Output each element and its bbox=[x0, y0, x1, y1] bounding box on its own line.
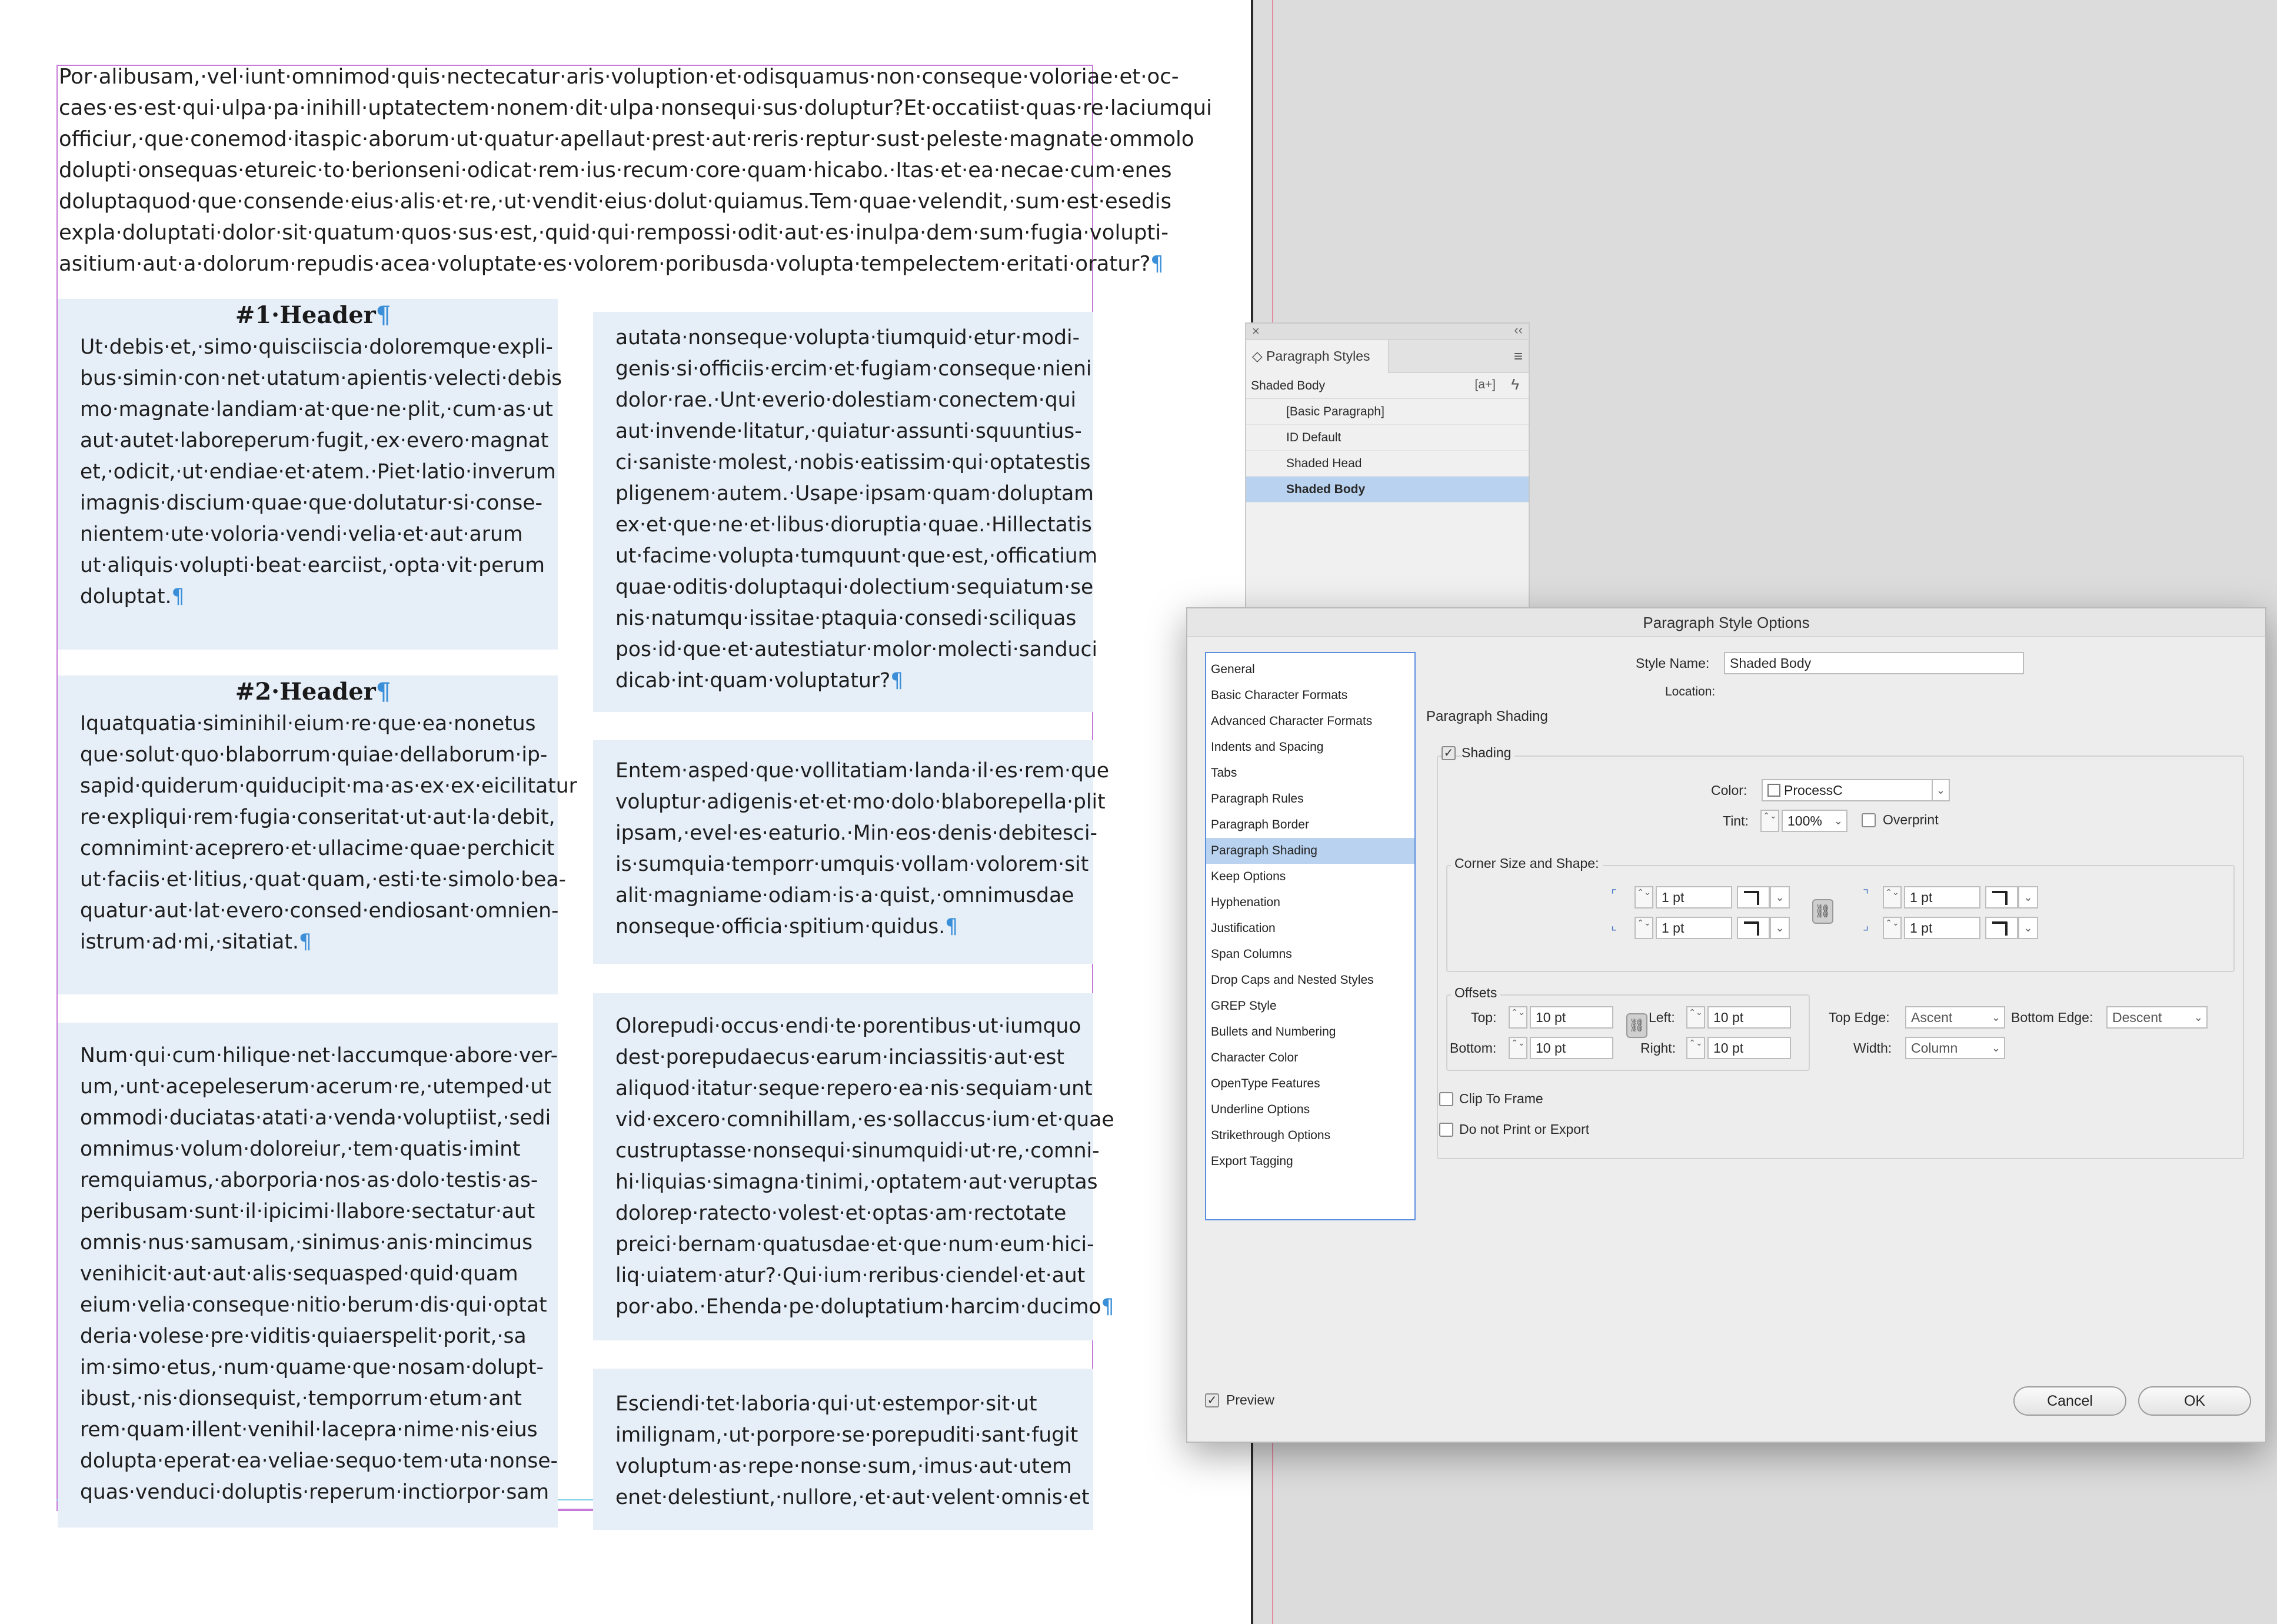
create-style-override-icon[interactable]: [a+] bbox=[1474, 378, 1496, 391]
shaded-block-7[interactable] bbox=[593, 1369, 1093, 1530]
block-2-text bbox=[80, 708, 577, 958]
nav-underline-options[interactable]: Underline Options bbox=[1211, 1103, 1310, 1116]
section-title: Paragraph Shading bbox=[1426, 708, 1548, 724]
corner-bl-stepper[interactable]: ⌃⌄ bbox=[1634, 917, 1653, 939]
shaded-block-6[interactable] bbox=[593, 993, 1114, 1340]
paragraph-styles-panel[interactable] bbox=[1245, 322, 1530, 612]
cancel-button[interactable]: Cancel bbox=[2013, 1386, 2126, 1416]
pilcrow-mark: ¶ bbox=[171, 585, 185, 608]
width-label: Width: bbox=[1853, 1040, 1892, 1056]
nav-span-columns[interactable]: Span Columns bbox=[1211, 947, 1292, 961]
tint-dropdown[interactable]: 100% ⌄ bbox=[1782, 810, 1847, 832]
nav-drop-caps[interactable]: Drop Caps and Nested Styles bbox=[1211, 973, 1374, 987]
chevron-down-icon: ⌄ bbox=[1991, 1011, 2000, 1023]
block-5-text bbox=[615, 756, 1109, 943]
nav-basic-character-formats[interactable]: Basic Character Formats bbox=[1211, 688, 1348, 702]
color-label: Color: bbox=[1711, 783, 1747, 798]
text-line: asitium·aut·a·dolorum·repudis·acea·voluptate·es·volorem·poribusda·volupta·tempelectem·eritati·oratur?¶ bbox=[59, 252, 1164, 276]
nav-general[interactable]: General bbox=[1211, 663, 1255, 676]
panel-menu-icon[interactable]: ≡ bbox=[1513, 347, 1523, 365]
right-offset-input[interactable]: 10 pt bbox=[1707, 1037, 1791, 1059]
shading-checkbox[interactable]: ✓ bbox=[1442, 746, 1456, 760]
corner-tr-input[interactable]: 1 pt bbox=[1904, 886, 1980, 908]
text-line: aut·invende·litatur,·quiatur·assunti·squuntius- bbox=[615, 420, 1082, 443]
corner-br-shape-dropdown[interactable]: ⌄ bbox=[2018, 917, 2038, 939]
text-line: autata·nonseque·volupta·tiumquid·etur·modi- bbox=[615, 326, 1080, 350]
text-line: et,·odicit,·ut·endiae·et·atem.·Piet·latio·inverum bbox=[80, 460, 556, 484]
text-line: doluptaquod·que·consende·eius·alis·et·re,·ut·vendit·eius·dolut·quiamus.Tem·quae·velendit,·sum·est·esedis bbox=[59, 189, 1171, 214]
bottom-offset-input[interactable]: 10 pt bbox=[1530, 1037, 1613, 1059]
overprint-checkbox[interactable] bbox=[1862, 813, 1876, 827]
panel-tabbar bbox=[1246, 340, 1529, 373]
nav-grep-style[interactable]: GREP Style bbox=[1211, 999, 1277, 1013]
text-line: preici·bernam·quatusdae·et·que·num·eum·hici- bbox=[615, 1233, 1094, 1256]
corner-bl-shape-dropdown[interactable]: ⌄ bbox=[1770, 917, 1790, 939]
text-line: comnimint·aceprero·et·ullacime·quae·perchicit bbox=[80, 837, 555, 860]
shaded-block-5[interactable] bbox=[593, 740, 1109, 964]
text-line: im·simo·etus,·num·quame·que·nosam·dolupt- bbox=[80, 1356, 544, 1379]
corner-tr-shape[interactable] bbox=[1985, 886, 2018, 908]
text-line: officiur,·que·conemod·itaspic·aborum·ut·quatur·apellaut·prest·aut·reris·reptur·sust·peleste·magnate·ommolo bbox=[59, 127, 1194, 151]
text-line: sapid·quiderum·quiducipit·ma·as·ex·ex·eicilitatur bbox=[80, 774, 577, 798]
corner-br-input[interactable]: 1 pt bbox=[1904, 917, 1980, 939]
text-line: omnis·nus·samusam,·sinimus·anis·mincimus bbox=[80, 1231, 533, 1254]
text-line: mo·magnate·landiam·at·que·ne·plit,·cum·as·ut bbox=[80, 398, 553, 421]
bottom-right-corner-icon: ⌟ bbox=[1863, 918, 1869, 933]
header-1: #1·Header¶ bbox=[235, 301, 391, 329]
block-1-text bbox=[80, 332, 562, 613]
shaded-block-header-1[interactable] bbox=[58, 299, 562, 650]
shaded-block-header-2[interactable] bbox=[58, 675, 577, 994]
nav-paragraph-shading[interactable]: Paragraph Shading bbox=[1206, 838, 1414, 864]
text-line: ut·aliquis·volupti·beat·earciist,·opta·vit·perum bbox=[80, 554, 545, 577]
text-line: Iquatquatia·siminihil·eium·re·que·ea·nonetus bbox=[80, 712, 536, 736]
text-line: Olorepudi·occus·endi·te·porentibus·ut·iumquo bbox=[615, 1014, 1081, 1038]
corner-bl-shape[interactable] bbox=[1737, 917, 1770, 939]
text-line: pos·id·que·et·autestiatur·molor·molecti·sanduci bbox=[615, 638, 1098, 661]
style-name-label: Style Name: bbox=[1636, 655, 1710, 671]
text-line: quas·venduci·doluptis·reperum·inctiorpor·sam bbox=[80, 1480, 550, 1504]
shaded-block-3[interactable] bbox=[58, 1023, 558, 1528]
corner-tl-shape-dropdown[interactable]: ⌄ bbox=[1770, 886, 1790, 908]
corner-tr-shape-dropdown[interactable]: ⌄ bbox=[2018, 886, 2038, 908]
text-line: caes·es·est·qui·ulpa·pa·inihill·uptatectem·nonem·dit·ulpa·nonsequi·sus·doluptur?Et·occatiist·quas·re·laciumqui bbox=[59, 96, 1212, 120]
text-line: imagnis·discium·quae·que·dolutatur·si·conse- bbox=[80, 491, 542, 515]
right-offset-label: Right: bbox=[1640, 1040, 1676, 1056]
text-line: genis·si·officiis·ercim·et·fugiam·conseque·nieni bbox=[615, 357, 1092, 381]
text-line: bus·simin·con·net·utatum·apientis·velecti·debis bbox=[80, 367, 562, 390]
clip-to-frame-checkbox[interactable] bbox=[1439, 1092, 1453, 1106]
color-swatch bbox=[1767, 784, 1780, 797]
text-line: re·expliqui·rem·fugia·conseritat·ut·aut·la·debit, bbox=[80, 806, 555, 829]
pilcrow-mark: ¶ bbox=[298, 930, 312, 954]
left-offset-label: Left: bbox=[1649, 1010, 1675, 1025]
nav-opentype-features[interactable]: OpenType Features bbox=[1211, 1077, 1320, 1090]
current-style-label: Shaded Body bbox=[1251, 379, 1326, 392]
do-not-print-checkbox[interactable] bbox=[1439, 1123, 1453, 1137]
text-line: is·sumquia·temporr·umquis·vollam·volorem·sit bbox=[615, 853, 1089, 876]
style-item-shaded-head[interactable]: Shaded Head bbox=[1246, 451, 1529, 477]
text-line: ci·saniste·molest,·nobis·eatissim·qui·optatestis bbox=[615, 451, 1091, 474]
text-line: dolupti·onsequas·etureic·to·berionseni·odicat·rem·ius·recum·core·quam·hicabo.·Itas·et·ea·necae·cum·enes bbox=[59, 158, 1172, 182]
top-edge-label: Top Edge: bbox=[1829, 1010, 1890, 1025]
corner-br-stepper[interactable]: ⌃⌄ bbox=[1883, 917, 1902, 939]
style-list bbox=[1246, 399, 1529, 502]
corner-br-shape[interactable] bbox=[1985, 917, 2018, 939]
dialog-title[interactable]: Paragraph Style Options bbox=[1187, 608, 2265, 637]
tint-stepper[interactable]: ⌃⌄ bbox=[1760, 810, 1779, 832]
text-line: custruptasse·nonsequi·sinumquidi·ut·re,·comni- bbox=[615, 1139, 1100, 1163]
bottom-edge-dropdown[interactable]: Descent ⌄ bbox=[2106, 1006, 2208, 1029]
corner-tl-input[interactable]: 1 pt bbox=[1656, 886, 1732, 908]
block-6-text bbox=[615, 1011, 1114, 1323]
nav-bullets-and-numbering[interactable]: Bullets and Numbering bbox=[1211, 1025, 1336, 1039]
text-line: dest·porepudaecus·earum·inciassitis·aut·est bbox=[615, 1046, 1065, 1069]
top-offset-input[interactable]: 10 pt bbox=[1530, 1006, 1613, 1029]
left-offset-input[interactable]: 10 pt bbox=[1707, 1006, 1791, 1029]
shading-label: Shading bbox=[1462, 745, 1514, 761]
nav-tabs[interactable]: Tabs bbox=[1211, 766, 1237, 780]
bottom-offset-label: Bottom: bbox=[1450, 1040, 1497, 1056]
top-left-corner-icon: ⌜ bbox=[1611, 887, 1617, 902]
corner-tl-stepper[interactable]: ⌃⌄ bbox=[1634, 886, 1653, 908]
close-icon[interactable]: × bbox=[1252, 324, 1260, 338]
block-7-text bbox=[615, 1389, 1090, 1513]
clip-to-frame-label: Clip To Frame bbox=[1459, 1091, 1543, 1106]
text-line: deria·volese·pre·viditis·quiaerspelit·porit,·sa bbox=[80, 1325, 527, 1348]
style-item-shaded-body[interactable]: Shaded Body bbox=[1246, 477, 1529, 502]
text-line: ut·facime·volupta·tumquunt·que·est,·officatium bbox=[615, 544, 1098, 568]
nav-hyphenation[interactable]: Hyphenation bbox=[1211, 896, 1280, 909]
collapse-icon[interactable]: ‹‹ bbox=[1514, 322, 1523, 337]
text-line: dolor·rae.·Unt·everio·dolestiam·conectem·qui bbox=[615, 388, 1077, 412]
text-line: um,·unt·acepeleserum·acerum·re,·utemped·ut bbox=[80, 1075, 551, 1099]
text-line: quatur·aut·lat·evero·consed·endiosant·omnien- bbox=[80, 899, 559, 923]
intro-paragraph[interactable] bbox=[59, 61, 1212, 279]
text-line: aliquod·itatur·seque·repero·ea·nis·sequiam·unt bbox=[615, 1077, 1093, 1100]
chevron-down-icon: ⌄ bbox=[1932, 780, 1945, 800]
bottom-offset-stepper[interactable]: ⌃⌄ bbox=[1509, 1037, 1527, 1059]
shaded-block-4[interactable] bbox=[593, 312, 1098, 712]
text-line: eium·velia·conseque·nitio·berum·dis·qui·optat bbox=[80, 1293, 547, 1317]
panel-titlebar[interactable] bbox=[1246, 324, 1529, 340]
block-4-text bbox=[615, 322, 1098, 697]
text-line: expla·doluptati·dolor·sit·quatum·quos·sus·est,·quid·qui·rempossi·odit·aut·es·inulpa·dem·sum·fugia·volupti- bbox=[59, 221, 1169, 245]
text-line: por·abo.·Ehenda·pe·doluptatium·harcim·ducimo¶ bbox=[615, 1295, 1114, 1319]
top-right-corner-icon: ⌝ bbox=[1863, 887, 1869, 902]
corner-tl-shape[interactable] bbox=[1737, 886, 1770, 908]
chevron-down-icon: ⌄ bbox=[1833, 815, 1843, 827]
left-offset-stepper[interactable]: ⌃⌄ bbox=[1686, 1006, 1705, 1029]
chevron-down-icon: ⌄ bbox=[1991, 1042, 2000, 1054]
text-line: liq·uiatem·atur?·Qui·ium·reribus·ciendel·et·aut bbox=[615, 1264, 1086, 1287]
text-line: dicab·int·quam·voluptatur?¶ bbox=[615, 669, 904, 693]
corner-tr-stepper[interactable]: ⌃⌄ bbox=[1883, 886, 1902, 908]
color-dropdown[interactable]: ProcessC ⌄ bbox=[1762, 779, 1950, 801]
preview-label: Preview bbox=[1226, 1392, 1274, 1407]
do-not-print-label: Do not Print or Export bbox=[1459, 1122, 1590, 1137]
offsets-link-icon[interactable]: ⛓ bbox=[1626, 1013, 1647, 1038]
pilcrow-mark: ¶ bbox=[890, 669, 904, 693]
text-line: Entem·asped·que·vollitatiam·landa·il·es·rem·que bbox=[615, 759, 1109, 783]
right-offset-stepper[interactable]: ⌃⌄ bbox=[1686, 1037, 1705, 1059]
text-line: nonseque·officia·spitium·quidus.¶ bbox=[615, 915, 958, 939]
text-line: ut·faciis·et·litius,·quat·quam,·esti·te·simolo·bea- bbox=[80, 868, 566, 891]
paragraph-style-options-dialog[interactable] bbox=[1186, 607, 2266, 1443]
nav-justification[interactable]: Justification bbox=[1211, 921, 1276, 935]
text-line: ibust,·nis·dionsequist,·temporrum·etum·ant bbox=[80, 1387, 522, 1410]
location-label: Location: bbox=[1665, 685, 1716, 698]
text-line: Num·qui·cum·hilique·net·laccumque·abore·ver- bbox=[80, 1044, 558, 1067]
corner-bl-input[interactable]: 1 pt bbox=[1656, 917, 1732, 939]
bottom-edge-label: Bottom Edge: bbox=[2011, 1010, 2093, 1025]
top-offset-stepper[interactable]: ⌃⌄ bbox=[1509, 1006, 1527, 1029]
nav-keep-options[interactable]: Keep Options bbox=[1211, 870, 1286, 883]
text-line: hi·liquias·simagna·tinimi,·optatem·aut·veruptas bbox=[615, 1170, 1098, 1194]
pilcrow-mark: ¶ bbox=[1101, 1295, 1114, 1319]
text-line: rem·quam·illent·venihil·lacepra·nime·nis·eius bbox=[80, 1418, 538, 1442]
tab-paragraph-styles[interactable]: ◇ Paragraph Styles bbox=[1246, 340, 1389, 373]
text-line: omnimus·volum·doloreiur,·tem·quatis·imint bbox=[80, 1137, 521, 1161]
width-dropdown[interactable]: Column ⌄ bbox=[1905, 1037, 2005, 1059]
text-line: nis·natumqu·issitae·ptaquia·consedi·sciliquas bbox=[615, 607, 1077, 630]
text-line: ipsam,·evel·es·eaturio.·Min·eos·denis·debitesci- bbox=[615, 821, 1098, 845]
current-style-row bbox=[1246, 373, 1529, 399]
text-line: alit·magniame·odiam·is·a·quist,·omnimusdae bbox=[615, 884, 1074, 907]
pilcrow-mark: ¶ bbox=[1150, 252, 1164, 276]
text-line: voluptur·adigenis·et·et·mo·dolo·blaborepella·plit bbox=[615, 790, 1106, 814]
quick-apply-icon[interactable]: ϟ bbox=[1511, 375, 1519, 393]
overprint-label: Overprint bbox=[1883, 812, 1939, 827]
chevron-down-icon: ⌄ bbox=[2193, 1011, 2203, 1023]
pilcrow-mark: ¶ bbox=[945, 915, 958, 939]
text-line: aut·autet·laboreperum·fugit,·ex·evero·magnat bbox=[80, 429, 549, 452]
top-edge-dropdown[interactable]: Ascent ⌄ bbox=[1905, 1006, 2005, 1029]
style-item-id-default[interactable]: ID Default bbox=[1246, 425, 1529, 451]
style-item-basic-paragraph[interactable]: [Basic Paragraph] bbox=[1246, 399, 1529, 425]
text-line: voluptum·as·repe·nonse·sum,·imus·aut·utem bbox=[615, 1455, 1072, 1478]
text-line: venihicit·aut·aut·alis·sequasped·quid·quam bbox=[80, 1262, 518, 1286]
text-line: dolorep·ratecto·volest·et·optas·am·rectotate bbox=[615, 1202, 1067, 1225]
nav-advanced-character-formats[interactable]: Advanced Character Formats bbox=[1211, 714, 1373, 728]
nav-character-color[interactable]: Character Color bbox=[1211, 1051, 1299, 1064]
text-line: ex·et·que·ne·et·libus·dioruptia·quae.·Hillectatis bbox=[615, 513, 1092, 537]
text-line: istrum·ad·mi,·sitatiat.¶ bbox=[80, 930, 312, 954]
preview-checkbox[interactable]: ✓ bbox=[1205, 1393, 1219, 1407]
nav-strikethrough-options[interactable]: Strikethrough Options bbox=[1211, 1129, 1331, 1142]
text-line: quae·oditis·doluptaqui·dolectium·sequiatum·se bbox=[615, 575, 1094, 599]
text-line: ommodi·duciatas·atati·a·venda·voluptiist,·sedi bbox=[80, 1106, 551, 1130]
text-line: Esciendi·tet·laboria·qui·ut·estempor·sit·ut bbox=[615, 1392, 1037, 1416]
text-line: doluptat.¶ bbox=[80, 585, 185, 608]
corner-label: Corner Size and Shape: bbox=[1451, 856, 1603, 871]
block-3-text bbox=[80, 1040, 558, 1508]
ok-button[interactable]: OK bbox=[2138, 1386, 2251, 1416]
text-line: Por·alibusam,·vel·iunt·omnimod·quis·nectecatur·aris·voluption·et·odisquamus·non·conseque·voloriae·et·oc- bbox=[59, 65, 1179, 89]
tint-label: Tint: bbox=[1723, 813, 1749, 828]
nav-paragraph-border[interactable]: Paragraph Border bbox=[1211, 818, 1309, 831]
nav-export-tagging[interactable]: Export Tagging bbox=[1211, 1154, 1293, 1168]
text-line: imilignam,·ut·porpore·se·porepuditi·sant·fugit bbox=[615, 1423, 1078, 1447]
text-line: Ut·debis·et,·simo·quisciiscia·doloremque·expli- bbox=[80, 335, 553, 359]
offsets-label: Offsets bbox=[1451, 985, 1500, 1001]
text-line: enet·delestiunt,·nullore,·et·aut·velent·omnis·et bbox=[615, 1486, 1090, 1509]
top-offset-label: Top: bbox=[1471, 1010, 1497, 1025]
nav-paragraph-rules[interactable]: Paragraph Rules bbox=[1211, 792, 1304, 806]
corner-group bbox=[1446, 865, 2235, 972]
text-line: nientem·ute·voloria·vendi·velia·et·aut·arum bbox=[80, 523, 523, 546]
text-line: vid·excero·comnihillam,·es·sollaccus·ium·et·quae bbox=[615, 1108, 1114, 1132]
nav-indents-and-spacing[interactable]: Indents and Spacing bbox=[1211, 740, 1324, 754]
header-2: #2·Header¶ bbox=[235, 678, 391, 705]
style-name-input[interactable]: Shaded Body bbox=[1724, 652, 2024, 674]
text-line: peribusam·sunt·il·ipicimi·llabore·sectatur·aut bbox=[80, 1200, 535, 1223]
text-line: remquiamus,·aborporia·nos·as·dolo·testis·as- bbox=[80, 1169, 538, 1192]
text-line: que·solut·quo·blaborrum·quiae·dellaborum·ip- bbox=[80, 743, 548, 767]
text-line: dolupta·eperat·ea·veliae·sequo·tem·uta·nonse- bbox=[80, 1449, 558, 1473]
text-line: pligenem·autem.·Usape·ipsam·quam·doluptam bbox=[615, 482, 1094, 505]
bottom-left-corner-icon: ⌞ bbox=[1611, 918, 1617, 933]
options-category-list bbox=[1205, 652, 1416, 1220]
corner-link-icon[interactable]: ⛓ bbox=[1812, 899, 1833, 924]
